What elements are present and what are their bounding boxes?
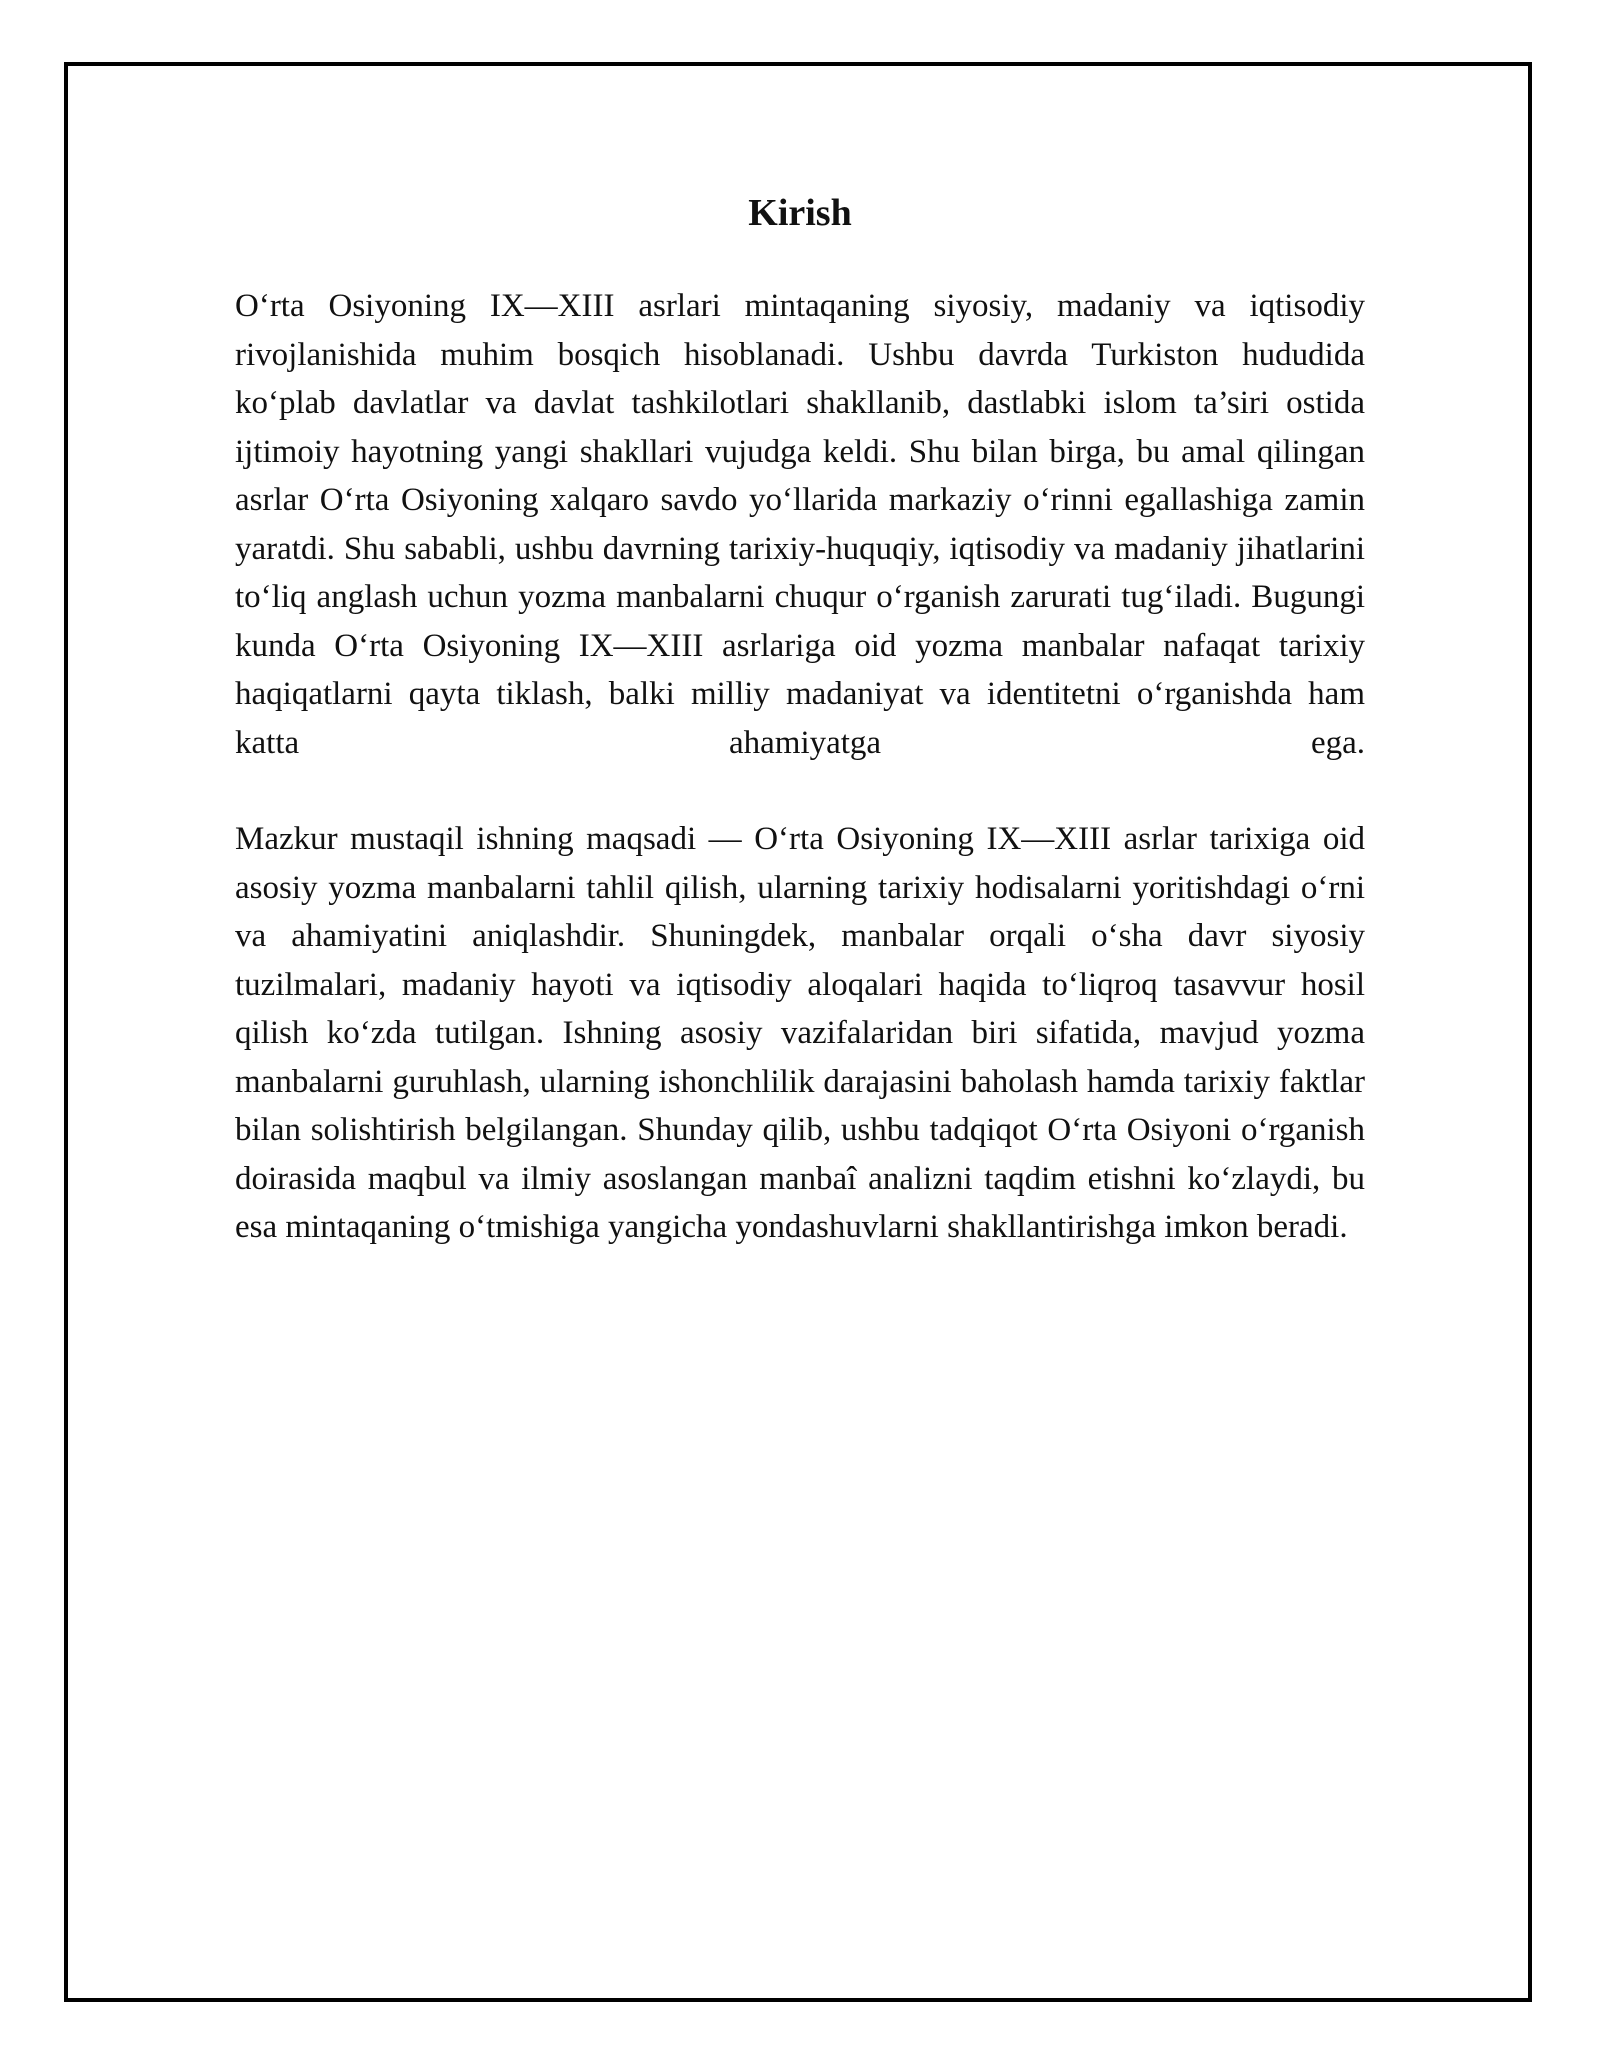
goal-paragraph: Mazkur mustaqil ishning maqsadi — O‘rta Osiyoning IX—XIII asrlar tarixiga oid asosiy yozma manbalarni tahlil qilish, ularning tarixiy hodisalarni yoritishdagi o‘rni va ahamiyatini aniqlashdir. Shuningdek, manbalar orqali o‘sha davr siyosiy tuzilmalari, madaniy hayoti va iqtisodiy aloqalari haqida to‘liqroq tasavvur hosil qilish ko‘zda tutilgan. Ishning asosiy vazifalaridan biri sifatida, mavjud yozma manbalarni guruhlash, ularning ishonchlilik darajasini baholash hamda tarixiy faktlar bilan solishtirish belgilangan. Shunday qilib, ushbu tadqiqot O‘rta Osiyoni o‘rganish doirasida maqbul va ilmiy asoslangan manbaî analizni taqdim etishni ko‘zlaydi, bu esa mintaqaning o‘tmishiga yangicha yondashuvlarni shakllantirishga imkon beradi.: [235, 821, 1365, 1245]
document-title: Kirish: [748, 192, 852, 234]
document-body: [235, 186, 1365, 1252]
intro-paragraph: O‘rta Osiyoning IX—XIII asrlari mintaqaning siyosiy, madaniy va iqtisodiy rivojlanishida muhim bosqich hisoblanadi. Ushbu davrda Turkiston hududida ko‘plab davlatlar va davlat tashkilotlari shakllanib, dastlabki islom ta’siri ostida ijtimoiy hayotning yangi shakllari vujudga keldi. Shu bilan birga, bu amal qilingan asrlar O‘rta Osiyoning xalqaro savdo yo‘llarida markaziy o‘rinni egallashiga zamin yaratdi. Shu sababli, ushbu davrning tarixiy-huquqiy, iqtisodiy va madaniy jihatlarini to‘liq anglash uchun yozma manbalarni chuqur o‘rganish zarurati tug‘iladi. Bugungi kunda O‘rta Osiyoning IX—XIII asrlariga oid yozma manbalar nafaqat tarixiy haqiqatlarni qayta tiklash, balki milliy madaniyat va identitetni o‘rganishda ham katta ahamiyatga ega.: [235, 288, 1365, 761]
